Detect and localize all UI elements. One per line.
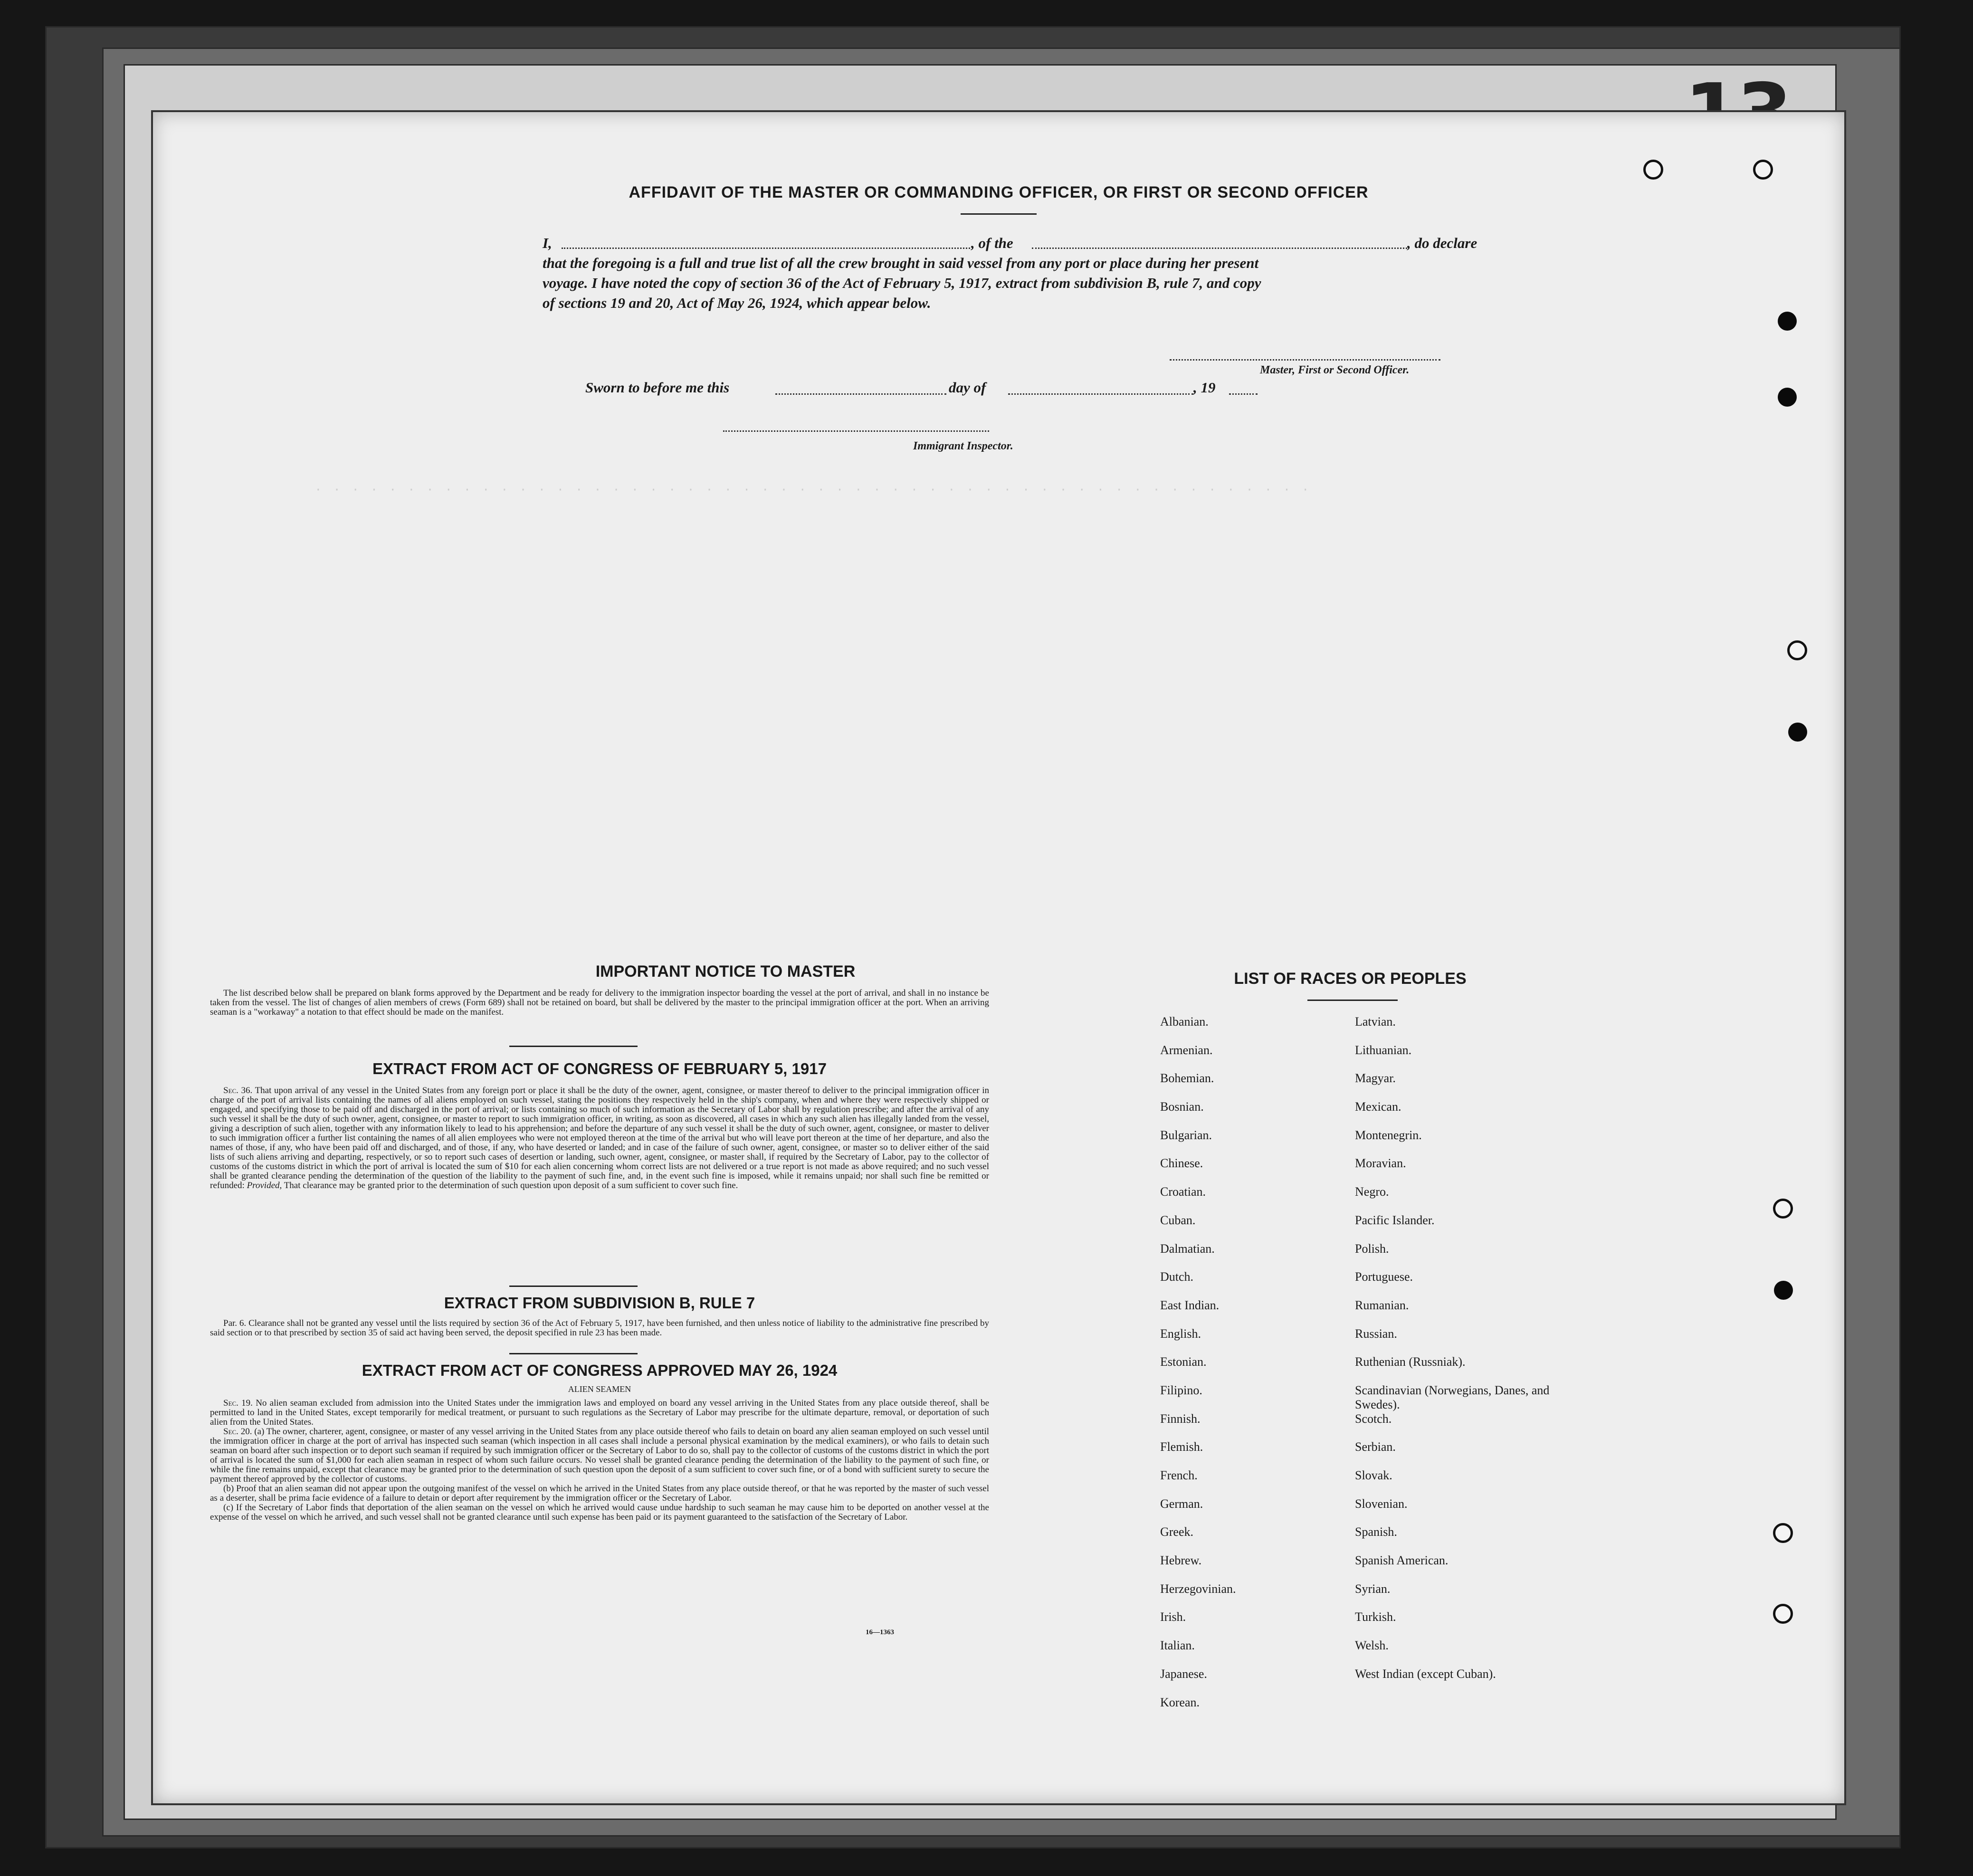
binding-hole-icon (1643, 160, 1663, 180)
sec-20b-body: (b) Proof that an alien seaman did not appear upon the outgoing manifest of the vessel on which he arrived in the United States from any place outside thereof, or that he was reported by the master of such vessel as a deserter, shall be prima facie evidence of a failure to detain or deport after requirement by the immigration officer or the Secretary of Labor. (210, 1484, 989, 1503)
race-item: Negro. (1355, 1185, 1389, 1199)
title-rule (961, 213, 1037, 215)
section-rule-1 (509, 1046, 638, 1047)
race-item: Bohemian. (1160, 1071, 1214, 1086)
sec-20c-body: (c) If the Secretary of Labor finds that deportation of the alien seaman on the vessel on which he arrived would cause undue hardship to such seaman he may cause him to be deported on another vessel at the expense of the vessel on which he arrived, and such vessel shall not be granted clearance until such expense has been paid or its payment guaranteed to the satisfaction of the Secretary of Labor. (210, 1503, 989, 1522)
race-item: Welsh. (1355, 1638, 1389, 1653)
race-item: Moravian. (1355, 1156, 1406, 1171)
extract-1924-title: EXTRACT FROM ACT OF CONGRESS APPROVED MAY 26, 1924 (362, 1362, 838, 1379)
rule-7-title: EXTRACT FROM SUBDIVISION B, RULE 7 (444, 1294, 755, 1312)
races-title: LIST OF RACES OR PEOPLES (1234, 970, 1467, 988)
race-item: Bosnian. (1160, 1100, 1204, 1114)
race-item: German. (1160, 1496, 1203, 1511)
race-item: Pacific Islander. (1355, 1213, 1435, 1227)
race-item: Turkish. (1355, 1610, 1396, 1624)
sec-20a-body: (a) The owner, charterer, agent, consignee, or master of any vessel arriving in the United States from any place outside thereof who fails to detain on board any alien seaman employed on such vessel until the immigration officer in charge at the port of arrival has inspected such seaman (which inspection in all cases shall include a personal physical examination by the medical examiners), or who fails to detain such seaman on board after such inspection or to deport such seaman if required by such immigration officer or the Secretary of Labor to do so, shall pay to the collector of customs of the customs district in which the port of arrival is located the sum of $1,000 for each alien seaman in respect of whom such failure occurs. No vessel shall be granted clearance pending the determination of the liability to the payment of such fine, or while the fine remains unpaid, except that clearance may be granted prior to the determination of such question upon the deposit of a sum sufficient to cover such fine, or of a bond with sufficient surety to secure the payment thereof approved by the collector of customs. (210, 1427, 990, 1484)
provided-text: That clearance may be granted prior to the determination of such question upon deposit of a sum sufficient to cover such fine. (284, 1181, 738, 1190)
sec-36-label: Sec. 36. (223, 1086, 253, 1095)
race-item: Scandinavian (Norwegians, Danes, and Swedes). (1355, 1383, 1550, 1411)
races-left-column (1160, 1015, 1236, 1724)
race-item: Hebrew. (1160, 1553, 1202, 1568)
affidavit-i: I, (543, 235, 552, 251)
binding-hole-icon (1753, 160, 1773, 180)
binding-hole-icon (1787, 640, 1807, 660)
day-of-text: day of (949, 379, 986, 396)
inspector-signature-blank[interactable] (723, 430, 989, 432)
race-item: Serbian. (1355, 1440, 1396, 1454)
binding-hole-icon (1778, 388, 1797, 407)
race-item: Japanese. (1160, 1666, 1207, 1681)
races-right-column (1355, 1015, 1554, 1695)
race-item: Ruthenian (Russniak). (1355, 1355, 1466, 1369)
section-rule-3 (509, 1353, 638, 1354)
affidavit-do-declare: , do declare (1407, 235, 1477, 251)
race-item: Bulgarian. (1160, 1128, 1212, 1142)
race-item: Spanish American. (1355, 1553, 1449, 1568)
race-item: Slovenian. (1355, 1496, 1408, 1511)
race-item: Albanian. (1160, 1015, 1209, 1028)
race-item: Estonian. (1160, 1355, 1207, 1369)
bleed-through-text: · · · · · · · · · · · · · · · · · · · · · · · · · · · · · · · · · · · · · · · · · · · · · · · · · · · · · · (315, 483, 1311, 497)
race-item: Flemish. (1160, 1440, 1203, 1454)
manifest-page (151, 110, 1846, 1805)
binding-hole-icon (1773, 1199, 1793, 1219)
race-item: Finnish. (1160, 1411, 1201, 1426)
race-item: Italian. (1160, 1638, 1195, 1653)
races-rule (1307, 1000, 1398, 1001)
sec-36-body: That upon arrival of any vessel in the United States from any foreign port or place it shall be the duty of the owner, agent, consignee, or master thereof to deliver to the principal immigration officer in charge of the port of arrival lists containing the names of all aliens employed on such vessel, stating the positions they respectively held in the ship's company, when and where they were respectively shipped or engaged, and specifying those to be paid off and discharged in the port of arrival; or lists containing so much of such information as the Secretary of Labor shall by regulation prescribe; and after the arrival of any such vessel it shall be the duty of such owner, agent, consignee, or master to report to such immigration officer, in writing, as soon as discovered, all cases in which any such alien has illegally landed from the vessel, giving a description of such alien, together with any information likely to lead to his apprehension; and before the departure of any such vessel it shall be the duty of such owner, agent, consignee, or master to deliver to such immigration officer a further list containing the names of all alien employees who were not employed thereon at the time of the arrival but who will leave port thereon at the time of her departure, and also the names of those, if any, who have been paid off and discharged, and of those, if any, who have deserted or landed; and in case of the failure of such owner, agent, consignee, or master so to deliver either of the said lists of such aliens arriving and departing, respectively, or so to report such cases of desertion or landing, such owner, agent, consignee, or master shall, if required by the Secretary of Labor, pay to the collector of customs of the customs district in which the port of arrival is located the sum of $10 for each alien concerning whom correct lists are not delivered or a true report is not made as above required; and no such vessel shall be granted clearance pending the determination of the question of the liability to the payment of such fine, and, in the event such fine is imposed, while it remains unpaid; nor shall such fine be remitted or refunded: (210, 1086, 989, 1190)
form-number: 16—1363 (866, 1628, 894, 1636)
race-item: Irish. (1160, 1610, 1186, 1624)
binding-hole-icon (1788, 723, 1807, 742)
month-blank[interactable] (1008, 393, 1193, 395)
race-item: Croatian. (1160, 1185, 1206, 1199)
race-item: Portuguese. (1355, 1270, 1413, 1284)
race-item: Cuban. (1160, 1213, 1196, 1227)
extract-1917-text (210, 1086, 989, 1190)
affidavit-line-2: that the foregoing is a full and true list of all the crew brought in said vessel from any port or place during her present (543, 255, 1259, 271)
binding-hole-icon (1778, 312, 1797, 331)
race-item: West Indian (except Cuban). (1355, 1666, 1496, 1681)
day-blank[interactable] (775, 393, 946, 395)
inspector-label: Immigrant Inspector. (913, 440, 1013, 452)
race-item: French. (1160, 1468, 1198, 1482)
race-item: Latvian. (1355, 1015, 1396, 1028)
race-item: Magyar. (1355, 1071, 1396, 1086)
sec-20-label: Sec. 20. (223, 1427, 252, 1437)
notice-title: IMPORTANT NOTICE TO MASTER (595, 962, 856, 981)
year-blank[interactable] (1229, 393, 1258, 395)
name-blank[interactable] (562, 248, 970, 249)
affidavit-line-4: of sections 19 and 20, Act of May 26, 1924, which appear below. (543, 295, 931, 311)
extract-1917-title: EXTRACT FROM ACT OF CONGRESS OF FEBRUARY 5, 1917 (372, 1060, 827, 1077)
race-item: Rumanian. (1355, 1298, 1409, 1312)
race-item: Lithuanian. (1355, 1043, 1412, 1057)
race-item: Armenian. (1160, 1043, 1213, 1057)
race-item: Syrian. (1355, 1581, 1391, 1596)
rule-7-text (210, 1319, 989, 1338)
race-item: Spanish. (1355, 1525, 1397, 1539)
binding-hole-icon (1774, 1281, 1793, 1300)
race-item: Dalmatian. (1160, 1241, 1215, 1256)
race-item: Montenegrin. (1355, 1128, 1422, 1142)
sec-19-label: Sec. 19. (223, 1398, 253, 1408)
race-item: Slovak. (1355, 1468, 1392, 1482)
year-prefix: , 19 (1193, 379, 1216, 396)
race-item: Chinese. (1160, 1156, 1203, 1171)
rule-7-paragraph: Par. 6. Clearance shall not be granted any vessel until the lists required by section 36 of the Act of February 5, 1917, have been furnished, and then unless notice of liability to the administrative fine prescribed by said section or to that prescribed by section 35 of said act having been served, the deposit specified in rule 23 has been made. (210, 1318, 989, 1338)
race-item: Korean. (1160, 1695, 1200, 1709)
race-item: Herzegovinian. (1160, 1581, 1236, 1596)
vessel-blank[interactable] (1032, 248, 1407, 249)
extract-1924-text (210, 1399, 989, 1522)
affidavit-of-the: , of the (971, 235, 1013, 251)
notice-paragraph: The list described below shall be prepared on blank forms approved by the Department and be ready for delivery to the immigration inspector boarding the vessel at the port of arrival, and shall in no instance be taken from the vessel. The list of changes of alien members of crews (Form 689) shall not be retained on board, but shall be delivered by the master to the principal immigration officer at the port. When an arriving seaman is a "workaway" a notation to that effect should be made on the manifest. (210, 988, 989, 1017)
race-item: Russian. (1355, 1326, 1397, 1341)
binding-hole-icon (1773, 1604, 1793, 1624)
sec-19-body: No alien seaman excluded from admission into the United States under the immigration laws and employed on board any vessel arriving in the United States from any place outside thereof, shall be permitted to land in the United States, except temporarily for medical treatment, or pursuant to such regulations as the Secretary of Labor may prescribe for the ultimate departure, removal, or deportation of such alien from the United States. (210, 1398, 990, 1427)
section-rule-2 (509, 1286, 638, 1287)
race-item: East Indian. (1160, 1298, 1220, 1312)
provided-label: Provided, (247, 1181, 282, 1190)
affidavit-title: AFFIDAVIT OF THE MASTER OR COMMANDING OFFICER, OR FIRST OR SECOND OFFICER (629, 183, 1369, 201)
race-item: Greek. (1160, 1525, 1194, 1539)
race-item: Polish. (1355, 1241, 1389, 1256)
race-item: Filipino. (1160, 1383, 1202, 1397)
race-item: Scotch. (1355, 1411, 1392, 1426)
master-signature-blank[interactable] (1170, 359, 1440, 361)
sworn-text: Sworn to before me this (585, 379, 730, 396)
alien-seamen-subtitle: ALIEN SEAMEN (568, 1384, 631, 1394)
race-item: Dutch. (1160, 1270, 1194, 1284)
notice-text (210, 989, 989, 1017)
race-item: English. (1160, 1326, 1201, 1341)
race-item: Mexican. (1355, 1100, 1401, 1114)
affidavit-line-3: voyage. I have noted the copy of section 36 of the Act of February 5, 1917, extract from subdivision B, rule 7, and copy (543, 275, 1261, 291)
master-label: Master, First or Second Officer. (1260, 364, 1410, 376)
binding-hole-icon (1773, 1523, 1793, 1543)
